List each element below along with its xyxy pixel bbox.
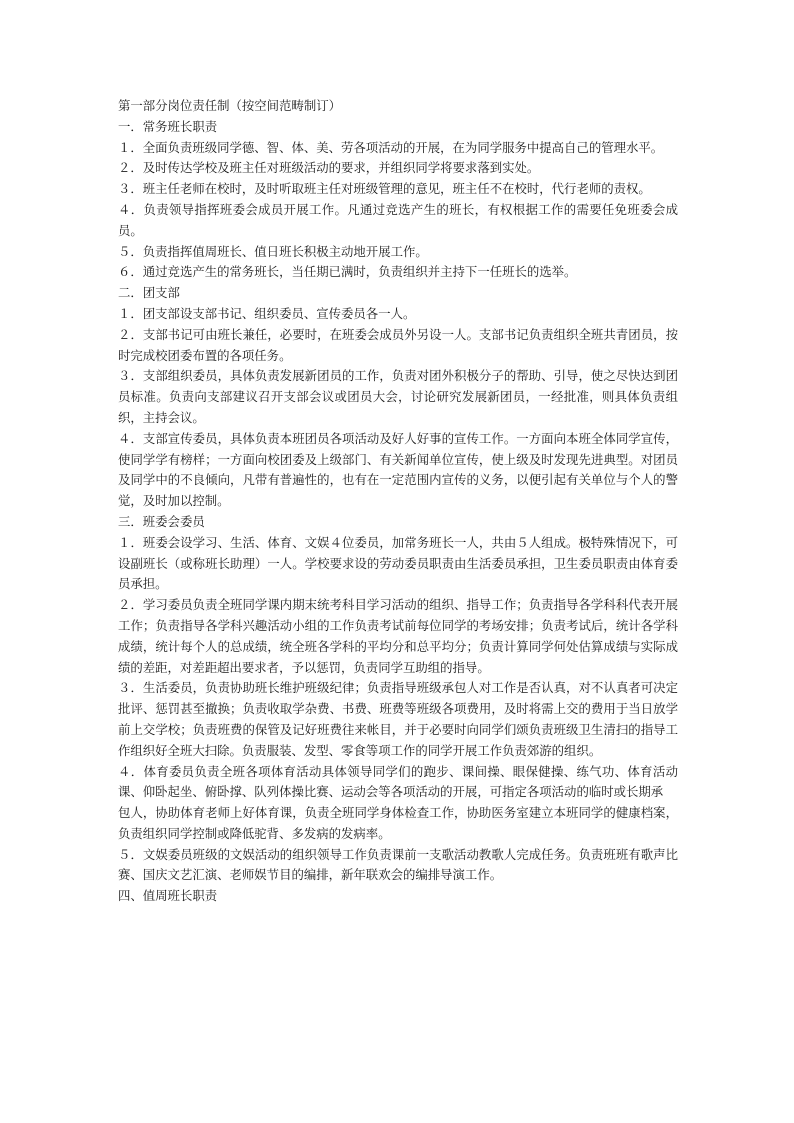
section-heading-1: 一．常务班长职责 bbox=[118, 118, 218, 134]
paragraph: ４．负责领导指挥班委会成员开展工作。凡通过竞选产生的班长，有权根据工作的需要任免班委会成员。 bbox=[118, 201, 678, 238]
paragraph: ５．负责指挥值周班长、值日班长积极主动地开展工作。 bbox=[118, 243, 428, 259]
section-heading-3: 三．班委会委员 bbox=[118, 513, 205, 529]
paragraph: ２．及时传达学校及班主任对班级活动的要求，并组织同学将要求落到实处。 bbox=[118, 160, 540, 176]
section-heading-2: 二．团支部 bbox=[118, 285, 180, 301]
paragraph: ２．支部书记可由班长兼任，必要时，在班委会成员外另设一人。支部书记负责组织全班共青团员，按时完成校团委布置的各项任务。 bbox=[118, 326, 678, 363]
paragraph: １．班委会设学习、生活、体育、文娱４位委员，加常务班长一人，共由５人组成。极特殊情况下，可设副班长（或称班长助理）一人。学校要求设的劳动委员职责由生活委员承担，卫生委员职责由体育委员承担。 bbox=[118, 534, 678, 592]
paragraph: ３．生活委员，负责协助班长维护班级纪律；负责指导班级承包人对工作是否认真，对不认真者可决定批评、惩罚甚至撤换；负责收取学杂费、书费、班费等班级各项费用，及时将需上交的费用于当日放学前上交学校；负责班费的保管及记好班费往来帐目，并于必要时向同学们颂负责班级卫生清扫的指导工作组织好全班大扫除。负责服装、发型、零食等项工作的同学开展工作负责郊游的组织。 bbox=[118, 680, 678, 758]
paragraph: 包人，协助体育老师上好体育课，负责全班同学身体检查工作，协助医务室建立本班同学的健康档案，负责组织同学控制或降低驼背、多发病的发病率。 bbox=[118, 805, 678, 841]
paragraph: ３．班主任老师在校时，及时听取班主任对班级管理的意见，班主任不在校时，代行老师的责权。 bbox=[118, 181, 651, 197]
paragraph: ４．体育委员负责全班各项体育活动具体领导同学们的跑步、课间操、眼保健操、练气功、体育活动课、仰卧起坐、俯卧撑、队列体操比赛、运动会等各项活动的开展，可指定各项活动的临时或长期承 bbox=[118, 763, 678, 800]
paragraph: １．团支部设支部书记、组织委员、宣传委员各一人。 bbox=[118, 305, 416, 321]
document-title: 第一部分岗位责任制（按空间范畴制订） bbox=[118, 98, 342, 113]
paragraph: ４．支部宣传委员，具体负责本班团员各项活动及好人好事的宣传工作。一方面向本班全体同学宣传，使同学学有榜样；一方面向校团委及上级部门、有关新闻单位宣传，使上级及时发现先进典型。对团员及同学中的不良倾向，凡带有普遍性的，也有在一定范围内宣传的义务，以便引起有关单位与个人的警觉，及时加以控制。 bbox=[118, 430, 678, 509]
section-heading-4: 四、值周班长职责 bbox=[118, 888, 218, 904]
paragraph: ３．支部组织委员，具体负责发展新团员的工作，负责对团外积极分子的帮助、引导，使之尽快达到团员标准。负责向支部建议召开支部会议或团员大会，讨论研究发展新团员，一经批准，则具体负责组织，主持会议。 bbox=[118, 368, 678, 425]
document-page bbox=[118, 96, 678, 907]
paragraph: ２．学习委员负责全班同学课内期末统考科目学习活动的组织、指导工作；负责指导各学科科代表开展工作；负责指导各学科兴趣活动小组的工作负责考试前每位同学的考场安排；负责考试后，统计各学科成绩，统计每个人的总成绩，统全班各学科的平均分和总平均分；负责计算同学何处估算成绩与实际成绩的差距，对差距超出要求者，予以惩罚，负责同学互助组的指导。 bbox=[118, 597, 678, 675]
paragraph: ５．文娱委员班级的文娱活动的组织领导工作负责课前一支歌活动教歌人完成任务。负责班班有歌声比赛、国庆文艺汇演、老师娱节目的编排，新年联欢会的编排导演工作。 bbox=[118, 846, 678, 883]
paragraph: １．全面负责班级同学德、智、体、美、劳各项活动的开展，在为同学服务中提高自己的管理水平。 bbox=[118, 139, 664, 155]
paragraph: ６．通过竞选产生的常务班长，当任期已满时，负责组织并主持下一任班长的选举。 bbox=[118, 264, 577, 280]
